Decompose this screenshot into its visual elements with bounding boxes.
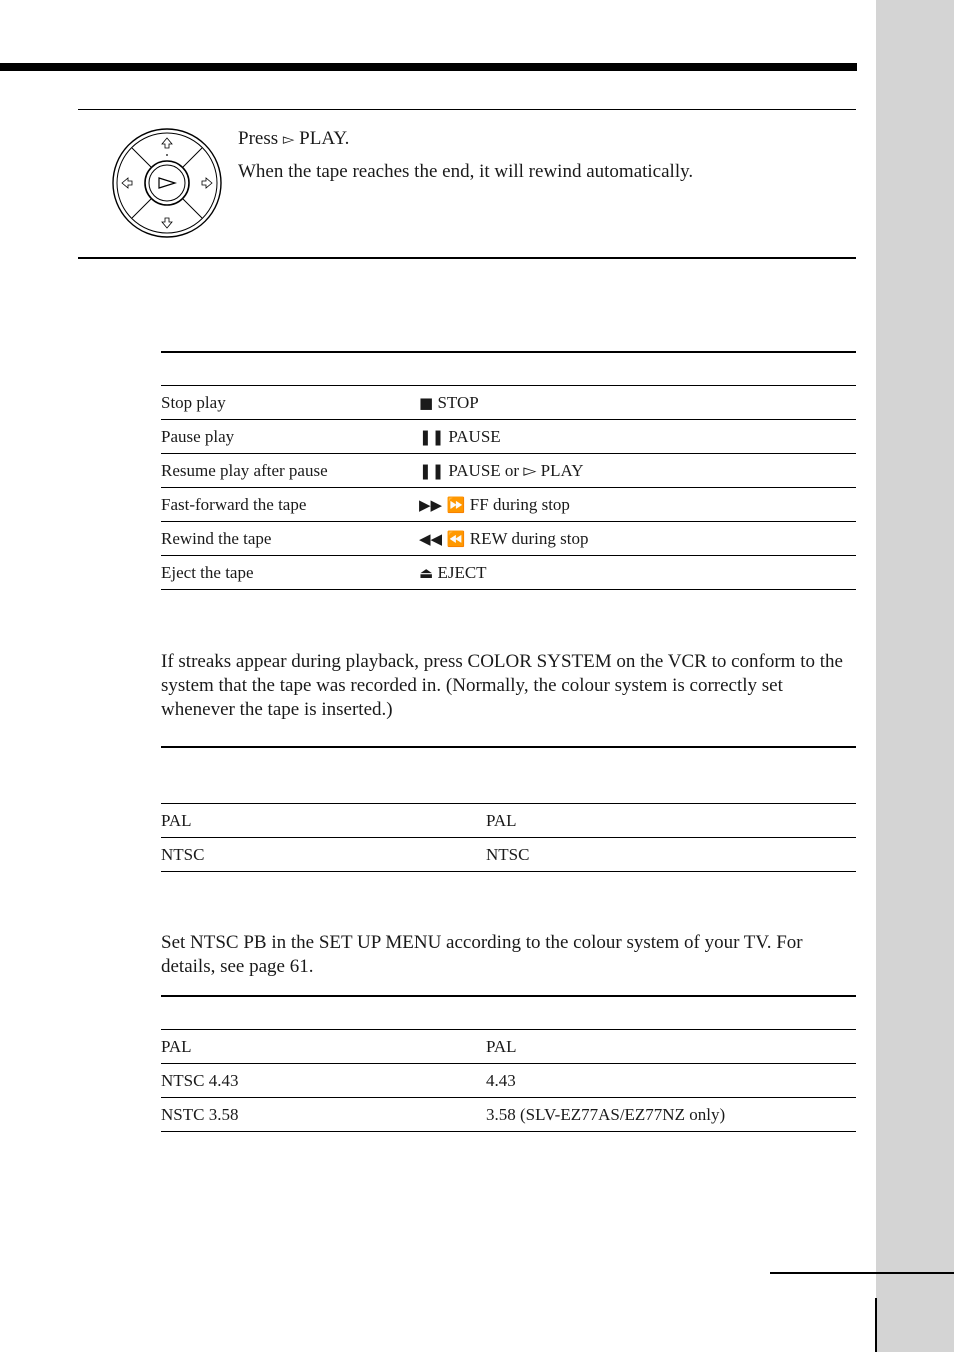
step-top-rule	[78, 109, 856, 110]
operations-row	[161, 386, 856, 420]
color-system-row-cell: NTSC	[486, 838, 856, 872]
color-system-row	[161, 838, 856, 872]
button-label: REW during stop	[469, 528, 589, 548]
color-system-row-cell: PAL	[161, 804, 486, 838]
operations-row-cell	[419, 386, 856, 420]
operations-row-cell: Stop play	[161, 386, 419, 420]
button-symbol-icon: ⏏	[419, 563, 434, 582]
operations-row-cell: Eject the tape	[161, 556, 419, 590]
operations-row-cell	[419, 420, 856, 454]
color-system-row-cell: NTSC	[161, 838, 486, 872]
button-symbol-icon: ❚❚	[419, 427, 445, 446]
button-symbol-icon: ▶▶ ⏩	[419, 495, 466, 514]
ntsc-pb-table	[161, 1029, 856, 1132]
operations-row-cell	[419, 556, 856, 590]
operations-row-cell: Fast-forward the tape	[161, 488, 419, 522]
ntsc-pb-row-cell: 4.43	[486, 1064, 856, 1098]
color-system-row	[161, 804, 856, 838]
ntsc-pb-row-cell: NTSC 4.43	[161, 1064, 486, 1098]
button-symbol-icon: ❚❚	[419, 461, 445, 480]
ntsc-pb-paragraph: Set NTSC PB in the SET UP MENU according to the colour system of your TV. For details, see page 61.	[161, 932, 803, 977]
ntsc-pb-row-cell: PAL	[486, 1030, 856, 1064]
step-instruction	[238, 128, 349, 150]
button-label: EJECT	[437, 562, 487, 582]
operations-row-cell	[419, 488, 856, 522]
button-label: FF during stop	[469, 494, 570, 514]
color-system-row-cell: PAL	[486, 804, 856, 838]
operations-row	[161, 556, 856, 590]
operations-table	[161, 385, 856, 590]
step-bottom-rule	[78, 257, 856, 259]
button-label: STOP	[437, 392, 479, 412]
remote-play-button-icon	[110, 128, 224, 242]
step-note: When the tape reaches the end, it will rewind automatically.	[238, 161, 694, 182]
ntsc-pb-row-cell: 3.58 (SLV-EZ77AS/EZ77NZ only)	[486, 1098, 856, 1132]
operations-row	[161, 522, 856, 556]
play-label: PLAY.	[299, 128, 350, 149]
color-system-paragraph: If streaks appear during playback, press COLOR SYSTEM on the VCR to conform to the system that the tape was recorded in. (Normally, the colour system is correctly set whenever the tape is inserted.)	[161, 651, 843, 720]
operations-row	[161, 420, 856, 454]
operations-row-cell: Pause play	[161, 420, 419, 454]
ntsc-pb-row-cell: PAL	[161, 1030, 486, 1064]
button-label: PAUSE or ▻ PLAY	[448, 460, 584, 480]
operations-row	[161, 488, 856, 522]
button-symbol-icon: ■	[419, 393, 434, 412]
operations-table-rule	[161, 351, 856, 353]
footer-vertical-rule	[875, 1298, 877, 1352]
operations-row-cell	[419, 522, 856, 556]
ntsc-pb-row-cell: NSTC 3.58	[161, 1098, 486, 1132]
press-label: Press	[238, 128, 279, 149]
button-symbol-icon: ◀◀ ⏪	[419, 529, 466, 548]
operations-row-cell: Rewind the tape	[161, 522, 419, 556]
operations-row-cell: Resume play after pause	[161, 454, 419, 488]
footer-rule	[770, 1272, 954, 1274]
ntsc-pb-row	[161, 1098, 856, 1132]
ntsc-pb-row	[161, 1030, 856, 1064]
color-system-table	[161, 803, 856, 872]
ntsc-pb-table-rule	[161, 995, 856, 997]
side-tab-band	[876, 0, 954, 1352]
operations-row-cell	[419, 454, 856, 488]
ntsc-pb-row	[161, 1064, 856, 1098]
header-bar	[0, 63, 857, 71]
play-symbol-icon: ▻	[282, 130, 295, 148]
button-label: PAUSE	[448, 426, 501, 446]
operations-row	[161, 454, 856, 488]
color-system-table-rule	[161, 746, 856, 748]
